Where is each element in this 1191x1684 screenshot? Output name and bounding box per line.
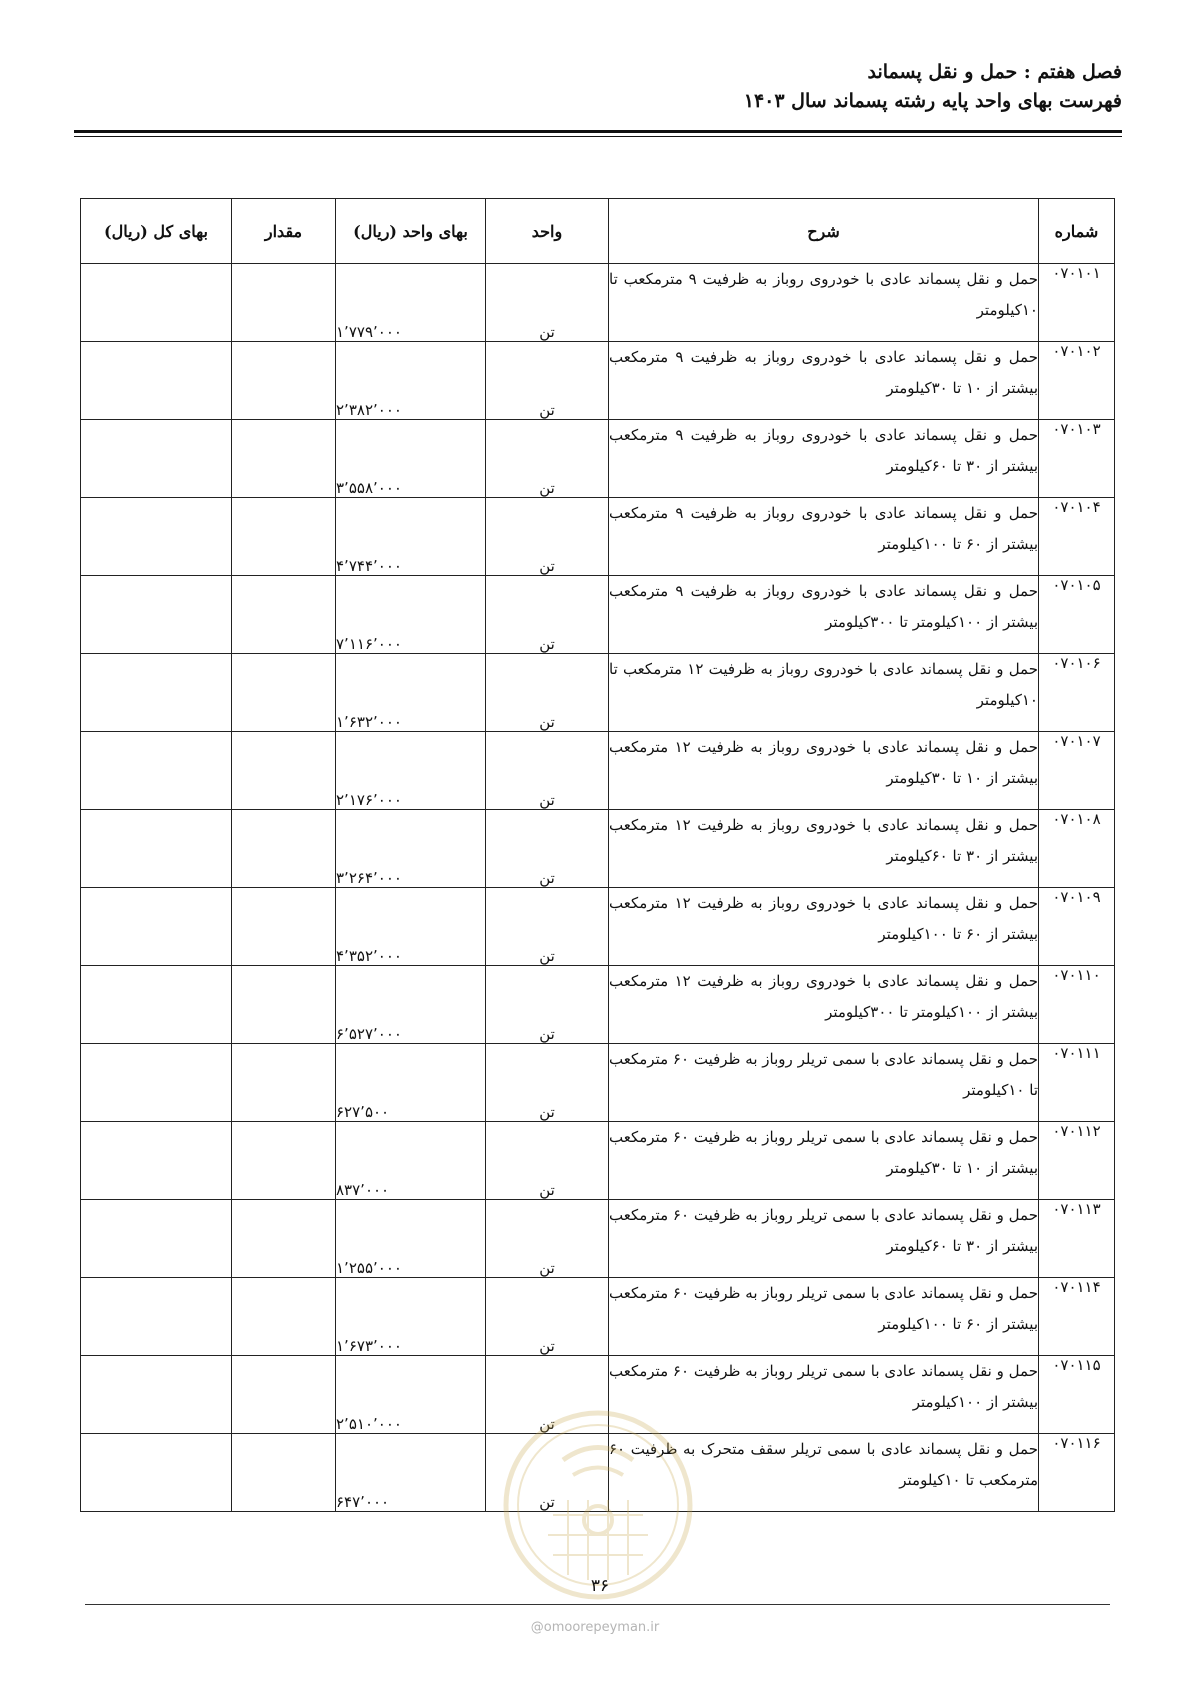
item-description: حمل و نقل پسماند عادی با سمی تریلر روباز به ظرفیت ۶۰ مترمکعب بیشتر از ۳۰ تا ۶۰کیلومتر [609, 1200, 1039, 1278]
item-unit: تن [486, 1356, 609, 1434]
item-unit: تن [486, 342, 609, 420]
footer-divider [85, 1604, 1110, 1605]
item-unit-price: ۳٬۵۵۸٬۰۰۰ [336, 420, 486, 498]
item-unit: تن [486, 576, 609, 654]
item-description: حمل و نقل پسماند عادی با خودروی روباز به ظرفیت ۱۲ مترمکعب بیشتر از ۶۰ تا ۱۰۰کیلومتر [609, 888, 1039, 966]
item-description: حمل و نقل پسماند عادی با خودروی روباز به ظرفیت ۹ مترمکعب بیشتر از ۱۰۰کیلومتر تا ۳۰۰کیلومتر [609, 576, 1039, 654]
item-unit: تن [486, 420, 609, 498]
item-total-price [81, 1434, 232, 1512]
table-row [81, 888, 1115, 966]
table-row [81, 1200, 1115, 1278]
item-unit-price: ۶٬۵۲۷٬۰۰۰ [336, 966, 486, 1044]
item-description: حمل و نقل پسماند عادی با خودروی روباز به ظرفیت ۹ مترمکعب بیشتر از ۱۰ تا ۳۰کیلومتر [609, 342, 1039, 420]
item-unit: تن [486, 966, 609, 1044]
item-code: ۰۷۰۱۱۳ [1039, 1200, 1115, 1278]
table-header-row [81, 199, 1115, 264]
table-row [81, 1044, 1115, 1122]
item-unit-price: ۶۴۷٬۰۰۰ [336, 1434, 486, 1512]
item-unit: تن [486, 1278, 609, 1356]
item-code: ۰۷۰۱۰۷ [1039, 732, 1115, 810]
chapter-title: فصل هفتم : حمل و نقل پسماند [867, 61, 1122, 83]
item-code: ۰۷۰۱۰۱ [1039, 264, 1115, 342]
item-quantity [232, 654, 336, 732]
item-quantity [232, 732, 336, 810]
item-description: حمل و نقل پسماند عادی با سمی تریلر سقف متحرک به ظرفیت ۶۰ مترمکعب تا ۱۰کیلومتر [609, 1434, 1039, 1512]
header-divider-thick [74, 130, 1122, 133]
item-total-price [81, 264, 232, 342]
item-quantity [232, 576, 336, 654]
table-row [81, 810, 1115, 888]
item-quantity [232, 342, 336, 420]
item-total-price [81, 576, 232, 654]
item-unit: تن [486, 264, 609, 342]
item-code: ۰۷۰۱۱۵ [1039, 1356, 1115, 1434]
item-quantity [232, 966, 336, 1044]
table-row [81, 498, 1115, 576]
table-row [81, 1356, 1115, 1434]
price-table [80, 198, 1115, 1512]
table-row [81, 1434, 1115, 1512]
item-unit-price: ۱٬۶۷۳٬۰۰۰ [336, 1278, 486, 1356]
item-code: ۰۷۰۱۱۲ [1039, 1122, 1115, 1200]
item-total-price [81, 1044, 232, 1122]
table-row [81, 1278, 1115, 1356]
item-unit: تن [486, 1122, 609, 1200]
item-description: حمل و نقل پسماند عادی با خودروی روباز به ظرفیت ۱۲ مترمکعب تا ۱۰کیلومتر [609, 654, 1039, 732]
item-quantity [232, 264, 336, 342]
item-description: حمل و نقل پسماند عادی با خودروی روباز به ظرفیت ۹ مترمکعب بیشتر از ۶۰ تا ۱۰۰کیلومتر [609, 498, 1039, 576]
item-description: حمل و نقل پسماند عادی با سمی تریلر روباز به ظرفیت ۶۰ مترمکعب بیشتر از ۶۰ تا ۱۰۰کیلومتر [609, 1278, 1039, 1356]
item-quantity [232, 1356, 336, 1434]
footer-site-link[interactable]: @omoorepeyman.ir [530, 1620, 660, 1635]
item-unit: تن [486, 1434, 609, 1512]
item-description: حمل و نقل پسماند عادی با سمی تریلر روباز به ظرفیت ۶۰ مترمکعب تا ۱۰کیلومتر [609, 1044, 1039, 1122]
item-unit-price: ۴٬۳۵۲٬۰۰۰ [336, 888, 486, 966]
item-unit: تن [486, 1044, 609, 1122]
table-row [81, 576, 1115, 654]
table-row [81, 732, 1115, 810]
item-unit: تن [486, 888, 609, 966]
item-unit-price: ۲٬۱۷۶٬۰۰۰ [336, 732, 486, 810]
price-list-title: فهرست بهای واحد پایه رشته پسماند سال ۱۴۰۳ [743, 90, 1122, 112]
item-unit-price: ۲٬۵۱۰٬۰۰۰ [336, 1356, 486, 1434]
item-unit-price: ۶۲۷٬۵۰۰ [336, 1044, 486, 1122]
header-description: شرح [609, 199, 1039, 264]
item-code: ۰۷۰۱۱۶ [1039, 1434, 1115, 1512]
item-code: ۰۷۰۱۰۴ [1039, 498, 1115, 576]
item-total-price [81, 966, 232, 1044]
item-description: حمل و نقل پسماند عادی با خودروی روباز به ظرفیت ۱۲ مترمکعب بیشتر از ۱۰ تا ۳۰کیلومتر [609, 732, 1039, 810]
item-code: ۰۷۰۱۰۶ [1039, 654, 1115, 732]
header-divider-thin [74, 136, 1122, 137]
item-quantity [232, 810, 336, 888]
item-code: ۰۷۰۱۰۸ [1039, 810, 1115, 888]
item-unit: تن [486, 498, 609, 576]
header-total-price: بهای کل (ریال) [81, 199, 232, 264]
header-code: شماره [1039, 199, 1115, 264]
table-row [81, 342, 1115, 420]
item-description: حمل و نقل پسماند عادی با خودروی روباز به ظرفیت ۹ مترمکعب بیشتر از ۳۰ تا ۶۰کیلومتر [609, 420, 1039, 498]
item-total-price [81, 888, 232, 966]
item-code: ۰۷۰۱۰۵ [1039, 576, 1115, 654]
item-description: حمل و نقل پسماند عادی با خودروی روباز به ظرفیت ۹ مترمکعب تا ۱۰کیلومتر [609, 264, 1039, 342]
page-header [74, 58, 1122, 116]
item-quantity [232, 1200, 336, 1278]
item-description: حمل و نقل پسماند عادی با سمی تریلر روباز به ظرفیت ۶۰ مترمکعب بیشتر از ۱۰ تا ۳۰کیلومتر [609, 1122, 1039, 1200]
item-unit-price: ۴٬۷۴۴٬۰۰۰ [336, 498, 486, 576]
header-quantity: مقدار [232, 199, 336, 264]
table-row [81, 264, 1115, 342]
item-unit-price: ۳٬۲۶۴٬۰۰۰ [336, 810, 486, 888]
item-unit-price: ۷٬۱۱۶٬۰۰۰ [336, 576, 486, 654]
table-row [81, 654, 1115, 732]
item-quantity [232, 1044, 336, 1122]
item-total-price [81, 1122, 232, 1200]
item-description: حمل و نقل پسماند عادی با خودروی روباز به ظرفیت ۱۲ مترمکعب بیشتر از ۳۰ تا ۶۰کیلومتر [609, 810, 1039, 888]
item-quantity [232, 420, 336, 498]
item-unit-price: ۸۳۷٬۰۰۰ [336, 1122, 486, 1200]
item-unit: تن [486, 654, 609, 732]
item-code: ۰۷۰۱۱۰ [1039, 966, 1115, 1044]
item-unit-price: ۱٬۲۵۵٬۰۰۰ [336, 1200, 486, 1278]
item-total-price [81, 1278, 232, 1356]
item-quantity [232, 498, 336, 576]
item-description: حمل و نقل پسماند عادی با خودروی روباز به ظرفیت ۱۲ مترمکعب بیشتر از ۱۰۰کیلومتر تا ۳۰۰کیلومتر [609, 966, 1039, 1044]
table-row [81, 966, 1115, 1044]
item-quantity [232, 1434, 336, 1512]
header-unit: واحد [486, 199, 609, 264]
item-unit: تن [486, 1200, 609, 1278]
item-total-price [81, 732, 232, 810]
item-unit-price: ۱٬۶۳۲٬۰۰۰ [336, 654, 486, 732]
item-quantity [232, 888, 336, 966]
table-row [81, 420, 1115, 498]
item-total-price [81, 342, 232, 420]
item-unit-price: ۲٬۳۸۲٬۰۰۰ [336, 342, 486, 420]
table-row [81, 1122, 1115, 1200]
item-unit-price: ۱٬۷۷۹٬۰۰۰ [336, 264, 486, 342]
item-total-price [81, 1356, 232, 1434]
header-unit-price: بهای واحد (ریال) [336, 199, 486, 264]
item-description: حمل و نقل پسماند عادی با سمی تریلر روباز به ظرفیت ۶۰ مترمکعب بیشتر از ۱۰۰کیلومتر [609, 1356, 1039, 1434]
page-number: ۳۶ [590, 1576, 610, 1596]
item-quantity [232, 1122, 336, 1200]
item-total-price [81, 498, 232, 576]
item-code: ۰۷۰۱۱۱ [1039, 1044, 1115, 1122]
item-total-price [81, 420, 232, 498]
item-code: ۰۷۰۱۰۲ [1039, 342, 1115, 420]
item-total-price [81, 654, 232, 732]
item-code: ۰۷۰۱۱۴ [1039, 1278, 1115, 1356]
item-total-price [81, 810, 232, 888]
item-unit: تن [486, 810, 609, 888]
item-code: ۰۷۰۱۰۳ [1039, 420, 1115, 498]
item-unit: تن [486, 732, 609, 810]
item-code: ۰۷۰۱۰۹ [1039, 888, 1115, 966]
item-quantity [232, 1278, 336, 1356]
item-total-price [81, 1200, 232, 1278]
